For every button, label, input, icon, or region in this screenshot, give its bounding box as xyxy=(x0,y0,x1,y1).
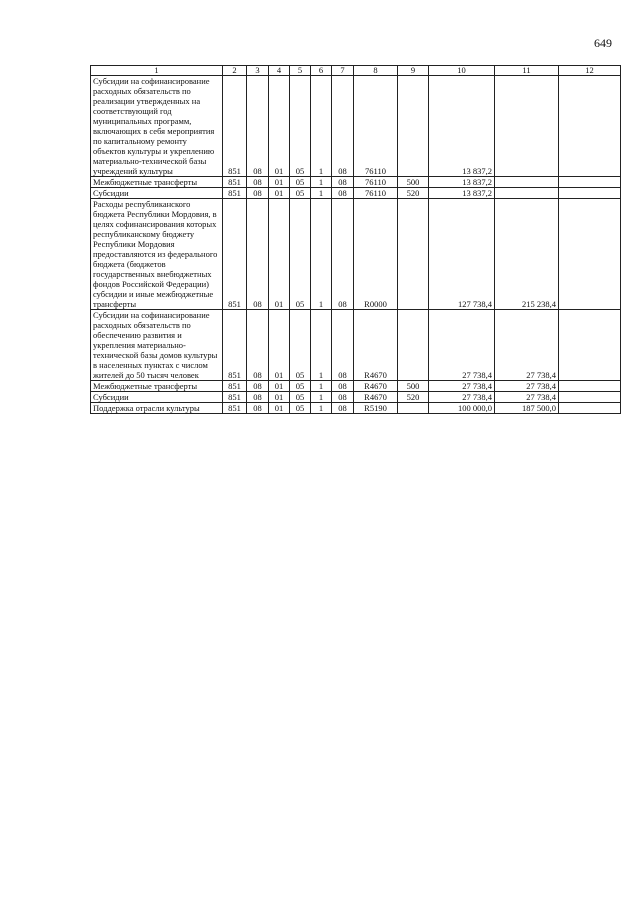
cell-amount-12 xyxy=(559,76,621,177)
cell-amount-11 xyxy=(495,188,559,199)
cell-code-7: 08 xyxy=(332,381,354,392)
cell-ministry: 851 xyxy=(223,310,247,381)
table-row xyxy=(91,188,621,199)
cell-code-6: 1 xyxy=(311,381,332,392)
cell-amount-12 xyxy=(559,403,621,414)
cell-ministry: 851 xyxy=(223,199,247,310)
cell-section: 08 xyxy=(247,310,269,381)
cell-amount-12 xyxy=(559,188,621,199)
cell-expense-type: 500 xyxy=(398,177,429,188)
cell-ministry: 851 xyxy=(223,381,247,392)
cell-subsection: 01 xyxy=(269,392,290,403)
cell-amount-10: 127 738,4 xyxy=(429,199,495,310)
cell-code-5: 05 xyxy=(290,310,311,381)
cell-ministry: 851 xyxy=(223,177,247,188)
header-cell: 1 xyxy=(91,66,223,76)
cell-code-5: 05 xyxy=(290,188,311,199)
header-cell: 5 xyxy=(290,66,311,76)
cell-subsection: 01 xyxy=(269,310,290,381)
cell-code-7: 08 xyxy=(332,403,354,414)
cell-amount-11: 27 738,4 xyxy=(495,310,559,381)
row-name: Субсидии на софинансирование расходных обязательств по обеспечению развития и укрепления материально-технической базы домов культуры в населенных пунктах с числом жителей до 50 тысяч человек xyxy=(91,310,223,381)
cell-code-5: 05 xyxy=(290,177,311,188)
cell-ministry: 851 xyxy=(223,403,247,414)
cell-code-7: 08 xyxy=(332,310,354,381)
header-cell: 12 xyxy=(559,66,621,76)
header-cell: 7 xyxy=(332,66,354,76)
cell-amount-12 xyxy=(559,199,621,310)
cell-code-6: 1 xyxy=(311,403,332,414)
cell-subsection: 01 xyxy=(269,188,290,199)
cell-code-6: 1 xyxy=(311,392,332,403)
header-cell: 4 xyxy=(269,66,290,76)
table-row xyxy=(91,76,621,177)
cell-amount-10: 100 000,0 xyxy=(429,403,495,414)
cell-amount-12 xyxy=(559,310,621,381)
cell-amount-11: 27 738,4 xyxy=(495,392,559,403)
cell-amount-12 xyxy=(559,177,621,188)
cell-subsection: 01 xyxy=(269,381,290,392)
cell-amount-10: 13 837,2 xyxy=(429,76,495,177)
cell-code-7: 08 xyxy=(332,76,354,177)
cell-ministry: 851 xyxy=(223,76,247,177)
cell-amount-10: 27 738,4 xyxy=(429,310,495,381)
cell-code-8: R4670 xyxy=(354,392,398,403)
cell-section: 08 xyxy=(247,403,269,414)
cell-amount-10: 27 738,4 xyxy=(429,392,495,403)
cell-expense-type xyxy=(398,403,429,414)
table-row xyxy=(91,310,621,381)
table-row xyxy=(91,199,621,310)
cell-code-8: 76110 xyxy=(354,188,398,199)
cell-ministry: 851 xyxy=(223,188,247,199)
cell-code-8: R0000 xyxy=(354,199,398,310)
cell-amount-12 xyxy=(559,381,621,392)
header-cell: 9 xyxy=(398,66,429,76)
cell-expense-type: 520 xyxy=(398,188,429,199)
row-name: Межбюджетные трансферты xyxy=(91,177,223,188)
cell-code-7: 08 xyxy=(332,188,354,199)
row-name: Субсидии на софинансирование расходных обязательств по реализации утвержденных на соответствующий год муниципальных программ, включающих в себя мероприятия по капитальному ремонту объектов культуры и укреплению материально-технической базы учреждений культуры xyxy=(91,76,223,177)
table-row xyxy=(91,392,621,403)
header-cell: 3 xyxy=(247,66,269,76)
cell-code-7: 08 xyxy=(332,392,354,403)
cell-amount-11: 27 738,4 xyxy=(495,381,559,392)
cell-code-8: 76110 xyxy=(354,177,398,188)
cell-code-8: R5190 xyxy=(354,403,398,414)
cell-subsection: 01 xyxy=(269,76,290,177)
cell-amount-10: 13 837,2 xyxy=(429,177,495,188)
cell-ministry: 851 xyxy=(223,392,247,403)
cell-code-5: 05 xyxy=(290,76,311,177)
table-row xyxy=(91,177,621,188)
header-cell: 8 xyxy=(354,66,398,76)
cell-code-6: 1 xyxy=(311,177,332,188)
cell-code-5: 05 xyxy=(290,403,311,414)
table-row xyxy=(91,381,621,392)
budget-table xyxy=(90,65,621,414)
row-name: Субсидии xyxy=(91,392,223,403)
cell-subsection: 01 xyxy=(269,403,290,414)
cell-code-5: 05 xyxy=(290,392,311,403)
cell-amount-10: 13 837,2 xyxy=(429,188,495,199)
cell-expense-type xyxy=(398,199,429,310)
header-cell: 10 xyxy=(429,66,495,76)
row-name: Межбюджетные трансферты xyxy=(91,381,223,392)
row-name: Поддержка отрасли культуры xyxy=(91,403,223,414)
cell-section: 08 xyxy=(247,177,269,188)
cell-code-6: 1 xyxy=(311,199,332,310)
table-row xyxy=(91,403,621,414)
cell-subsection: 01 xyxy=(269,177,290,188)
cell-amount-11 xyxy=(495,76,559,177)
row-name: Субсидии xyxy=(91,188,223,199)
cell-section: 08 xyxy=(247,188,269,199)
cell-section: 08 xyxy=(247,392,269,403)
cell-expense-type xyxy=(398,76,429,177)
cell-code-6: 1 xyxy=(311,188,332,199)
cell-code-8: 76110 xyxy=(354,76,398,177)
cell-amount-11: 187 500,0 xyxy=(495,403,559,414)
cell-amount-12 xyxy=(559,392,621,403)
cell-code-6: 1 xyxy=(311,76,332,177)
cell-expense-type: 520 xyxy=(398,392,429,403)
cell-amount-10: 27 738,4 xyxy=(429,381,495,392)
cell-code-5: 05 xyxy=(290,199,311,310)
cell-expense-type: 500 xyxy=(398,381,429,392)
cell-section: 08 xyxy=(247,199,269,310)
cell-code-8: R4670 xyxy=(354,310,398,381)
header-cell: 2 xyxy=(223,66,247,76)
row-name: Расходы республиканского бюджета Республики Мордовия, в целях софинансирования которых республиканскому бюджету Республики Мордовия предоставляются из федерального бюджета (бюджетов государственных внебюджетных фондов Российской Федерации) субсидии и иные межбюджетные трансферты xyxy=(91,199,223,310)
page-number: 649 xyxy=(594,36,612,50)
cell-subsection: 01 xyxy=(269,199,290,310)
cell-code-5: 05 xyxy=(290,381,311,392)
cell-code-7: 08 xyxy=(332,199,354,310)
header-cell: 6 xyxy=(311,66,332,76)
header-cell: 11 xyxy=(495,66,559,76)
cell-code-8: R4670 xyxy=(354,381,398,392)
cell-code-7: 08 xyxy=(332,177,354,188)
cell-amount-11 xyxy=(495,177,559,188)
cell-amount-11: 215 238,4 xyxy=(495,199,559,310)
cell-section: 08 xyxy=(247,76,269,177)
cell-expense-type xyxy=(398,310,429,381)
cell-section: 08 xyxy=(247,381,269,392)
header-row xyxy=(91,66,621,76)
cell-code-6: 1 xyxy=(311,310,332,381)
